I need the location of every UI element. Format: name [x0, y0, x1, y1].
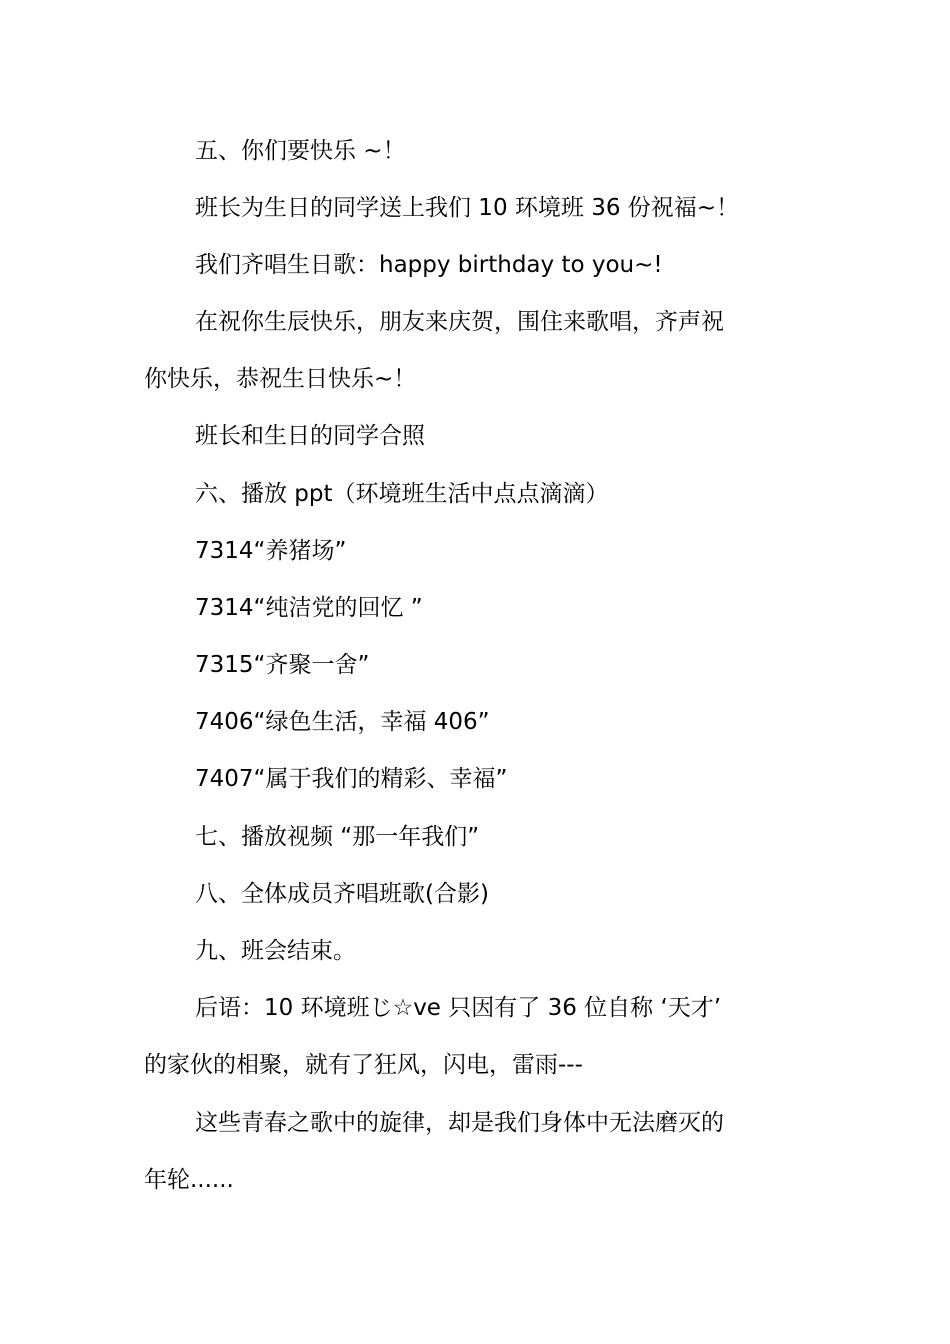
list-item: 7314“养猪场” — [195, 538, 347, 564]
section-nine-heading: 九、班会结束。 — [195, 938, 356, 964]
section-five-heading: 五、你们要快乐 ~！ — [195, 138, 406, 164]
closing-line: 这些青春之歌中的旋律，却是我们身体中无法磨灭的 — [195, 1110, 724, 1136]
list-item: 7407“属于我们的精彩、幸福” — [195, 766, 508, 792]
paragraph-line: 班长和生日的同学合照 — [195, 423, 425, 449]
list-item: 7315“齐聚一舍” — [195, 652, 370, 678]
paragraph-line: 我们齐唱生日歌：happy birthday to you~! — [195, 252, 663, 278]
paragraph-line: 在祝你生辰快乐，朋友来庆贺，围住来歌唱，齐声祝 — [195, 309, 724, 335]
section-six-heading: 六、播放 ppt（环境班生活中点点滴滴） — [195, 481, 609, 507]
section-seven-heading: 七、播放视频 “那一年我们” — [195, 824, 480, 850]
list-item: 7406“绿色生活，幸福 406” — [195, 709, 490, 735]
paragraph-line-continued: 你快乐，恭祝生日快乐~！ — [144, 366, 417, 392]
section-eight-heading: 八、全体成员齐唱班歌(合影) — [195, 881, 489, 907]
afterword-line-continued: 的家伙的相聚，就有了狂风，闪电，雷雨--- — [144, 1052, 583, 1078]
paragraph-line: 班长为生日的同学送上我们 10 环境班 36 份祝福~！ — [195, 195, 740, 221]
list-item: 7314“纯洁党的回忆 ” — [195, 595, 423, 621]
closing-line-continued: 年轮...... — [144, 1167, 234, 1193]
afterword-line: 后语：10 环境班じ☆ve 只因有了 36 位自称 ‘天才’ — [195, 995, 722, 1021]
